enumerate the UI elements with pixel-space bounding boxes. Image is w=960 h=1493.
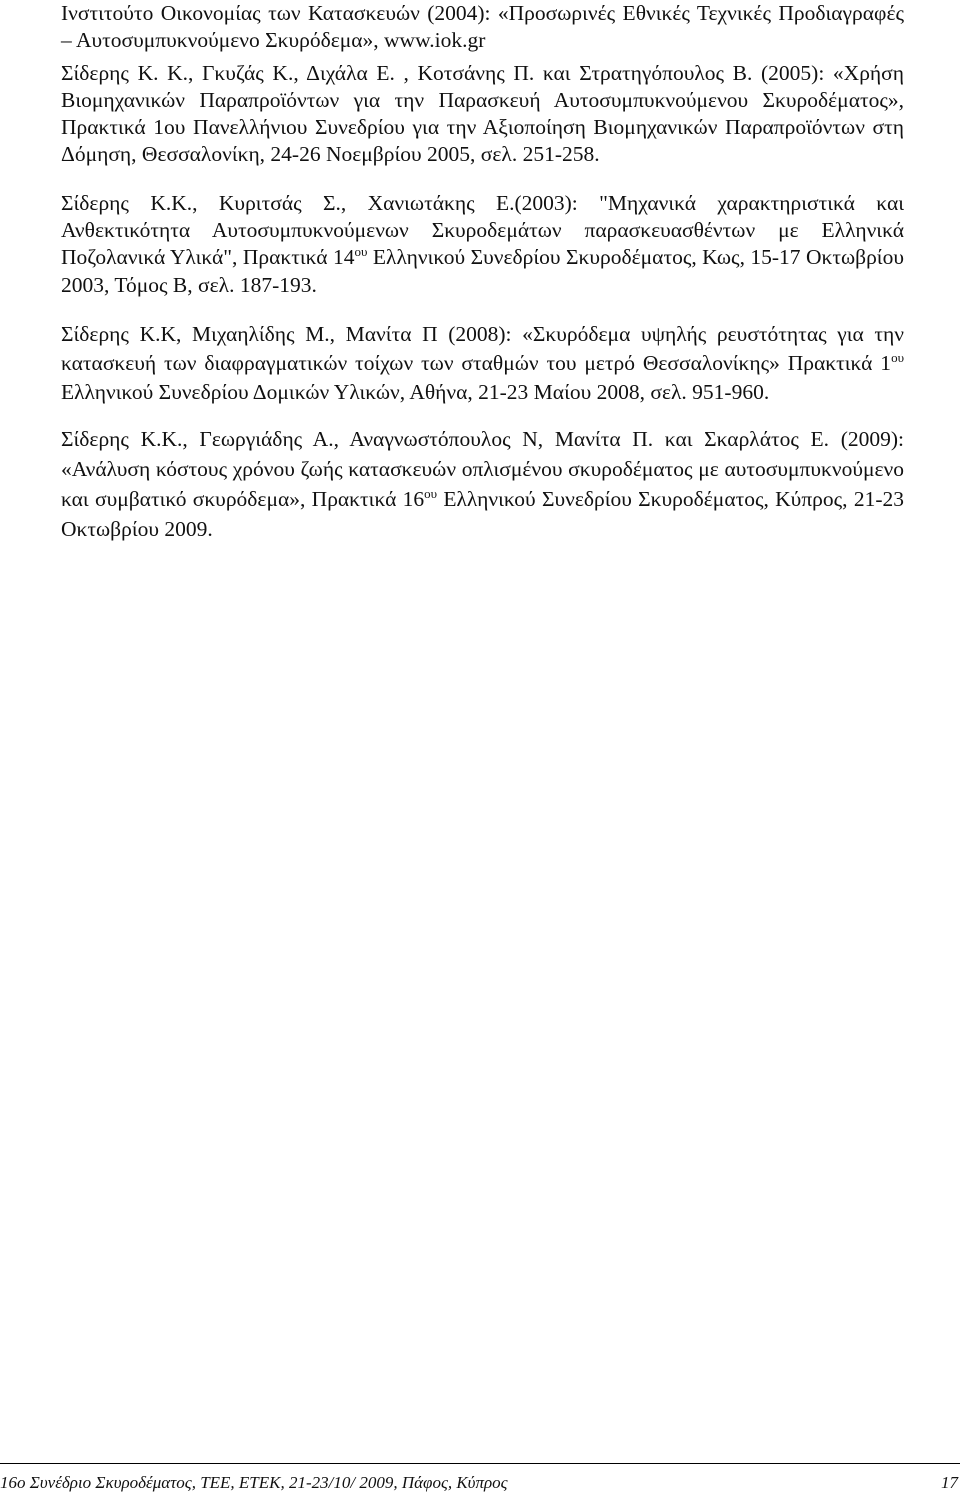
ordinal-superscript: ου (891, 349, 904, 365)
reference-iok-2004 (61, 0, 904, 55)
reference-text-end: Ελληνικού Συνεδρίου Σκυροδέματος, Κως, 15-17 Οκτωβρίου 2003, Τόμος Β, σελ. 187-193. (61, 245, 904, 297)
reference-sideris-2008 (61, 320, 904, 407)
reference-text-start: Σίδερης Κ.Κ, Μιχαηλίδης Μ., Μανίτα Π (2008): «Σκυρόδεμα υψηλής ρευστότητας για την κατασκευή των διαφραγματικών τοίχων των σταθμών του μετρό Θεσσαλονίκης» Πρακτικά 1 (61, 321, 904, 375)
reference-sideris-2005 (61, 60, 904, 169)
reference-text: Ινστιτούτο Οικονομίας των Κατασκευών (2004): «Προσωρινές Εθνικές Τεχνικές Προδιαγραφές – Αυτοσυμπυκνούμενο Σκυρόδεμα», www.iok.gr (61, 1, 904, 53)
reference-text-end: Ελληνικού Συνεδρίου Σκυροδέματος, Κύπρος, 21-23 Οκτωβρίου 2009. (61, 486, 904, 541)
references-list (61, 0, 904, 544)
reference-sideris-2009 (61, 424, 904, 544)
reference-sideris-2003 (61, 190, 904, 299)
ordinal-superscript: ου (424, 485, 438, 501)
ordinal-superscript: ου (354, 244, 368, 260)
reference-text-start: Σίδερης Κ.Κ., Κυριτσάς Σ., Χανιωτάκης Ε.(2003): "Μηχανικά χαρακτηριστικά και Ανθεκτικότητα Αυτοσυμπυκνούμενων Σκυροδεμάτων παρασκευασθέντων με Ελληνικά Ποζολανικά Υλικά", Πρακτικά 14 (61, 190, 904, 270)
page-number: 17 (941, 1473, 958, 1492)
reference-text: Σίδερης Κ. Κ., Γκυζάς Κ., Διχάλα Ε. , Κοτσάνης Π. και Στρατηγόπουλος Β. (2005): «Χρήση Βιομηχανικών Παραπροϊόντων για την Παρασκευή Αυτοσυμπυκνούμενου Σκυροδέματος», Πρακτικά 1ου Πανελλήνιου Συνεδρίου για την Αξιοποίηση Βιομηχανικών Παραπροϊόντων στη Δόμηση, Θεσσαλονίκη, 24-26 Νοεμβρίου 2005, σελ. 251-258. (61, 60, 904, 167)
reference-text-end: Ελληνικού Συνεδρίου Δομικών Υλικών, Αθήνα, 21-23 Μαίου 2008, σελ. 951-960. (61, 379, 770, 404)
page-footer (0, 1463, 960, 1492)
footer-conference: 16ο Συνέδριο Σκυροδέματος, ΤΕΕ, ΕΤΕΚ, 21-23/10/ 2009, Πάφος, Κύπρος (0, 1473, 508, 1492)
reference-text-start: Σίδερης Κ.Κ., Γεωργιάδης Α., Αναγνωστόπουλος Ν, Μανίτα Π. και Σκαρλάτος Ε. (2009): «Ανάλυση κόστους χρόνου ζωής κατασκευών οπλισμένου σκυροδέματος με αυτοσυμπυκνούμενο και συμβατικό σκυρόδεμα», Πρακτικά 16 (61, 426, 904, 511)
